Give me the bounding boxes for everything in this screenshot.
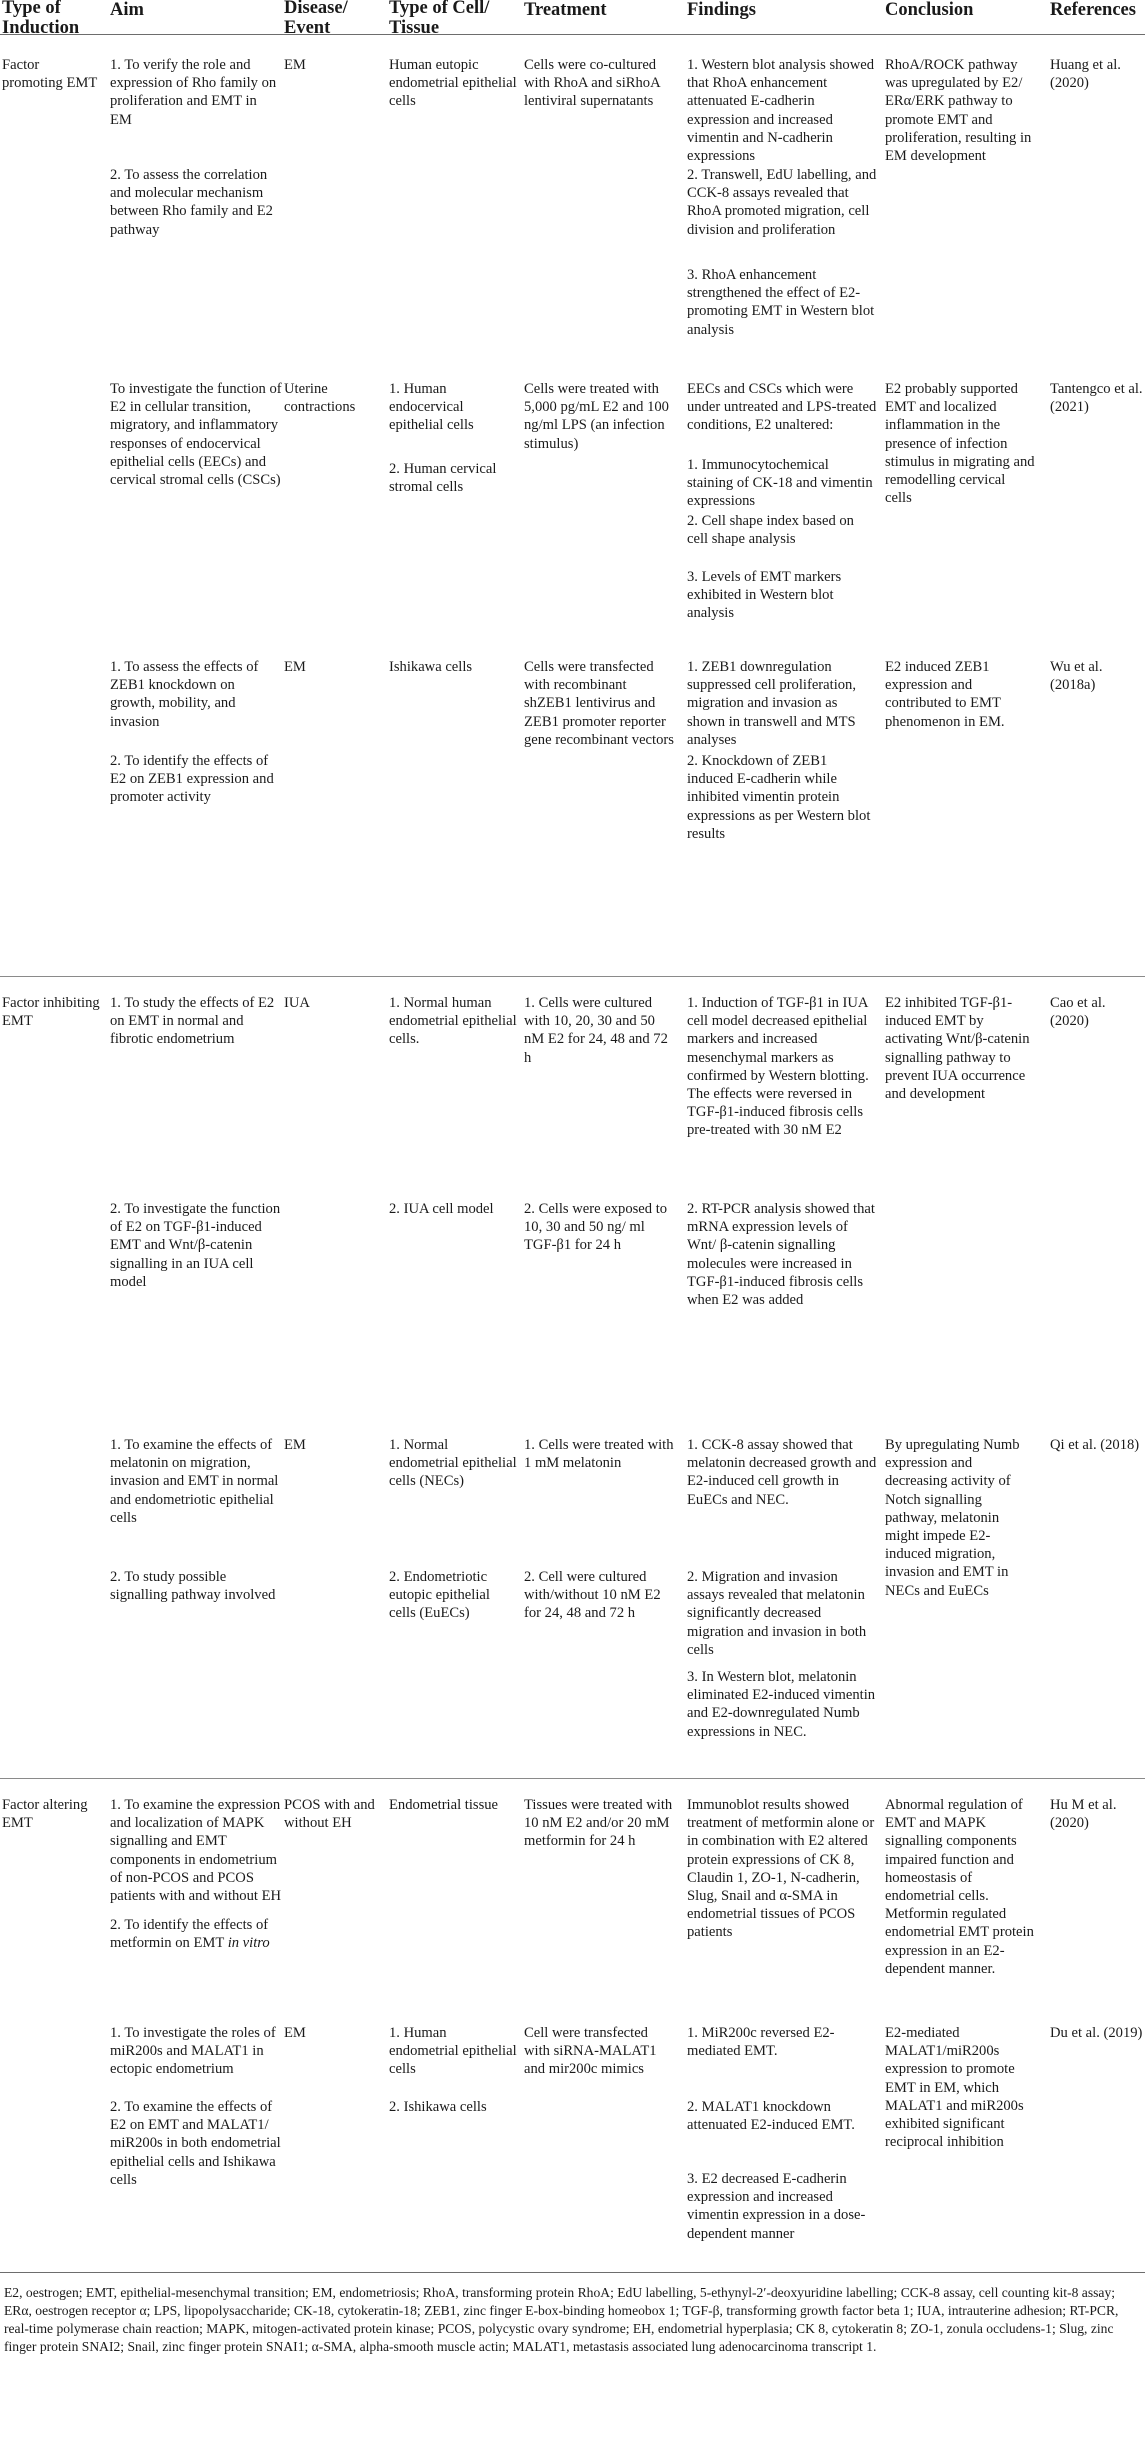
aim-item: 2. To identify the effects of E2 on ZEB1 expression and promoter activity bbox=[110, 753, 274, 806]
table-header bbox=[0, 0, 1145, 38]
finding-item: 1. Induction of TGF-β1 in IUA cell model decreased epithelial markers and increased mesenchymal markers as confirmed by Western blotting. The effects were reversed in TGF-β1-induced fibrosis cells pre-treated with 30 nM E2 bbox=[687, 995, 869, 1139]
disease-event: EM bbox=[284, 1437, 306, 1453]
group-divider bbox=[0, 976, 1145, 977]
aim-item: 1. To examine the expression and localization of MAPK signalling and EMT components in endometrium of non-PCOS and PCOS patients with and without EH bbox=[110, 1797, 282, 1905]
finding-item: EECs and CSCs which were under untreated and LPS-treated conditions, E2 unaltered: bbox=[687, 381, 877, 434]
aim-item: 2. To assess the correlation and molecular mechanism between Rho family and E2 pathway bbox=[110, 167, 273, 238]
aim-item: 1. To study the effects of E2 on EMT in normal and fibrotic endometrium bbox=[110, 995, 275, 1048]
treatment-item: 2. Cell were cultured with/without 10 nM E2 for 24, 48 and 72 h bbox=[524, 1569, 661, 1622]
conclusion: RhoA/ROCK pathway was upregulated by E2/ ERα/ERK pathway to promote EMT and proliferation, resulting in EM development bbox=[885, 57, 1032, 165]
reference: Tantengco et al. (2021) bbox=[1050, 381, 1143, 416]
disease-event: Uterine contractions bbox=[284, 381, 356, 416]
induction-type: Factor altering EMT bbox=[2, 1797, 88, 1832]
header-findings: Findings bbox=[687, 0, 756, 20]
table-footer-divider bbox=[0, 2272, 1145, 2273]
induction-type: Factor inhibiting EMT bbox=[2, 995, 100, 1030]
header-treatment: Treatment bbox=[524, 0, 607, 20]
conclusion: Abnormal regulation of EMT and MAPK signalling components impaired function and homeostasis of endometrial cells. Metformin regulated endometrial EMT protein expression in an E2-dependent manner. bbox=[885, 1797, 1034, 1977]
finding-item: 1. Immunocytochemical staining of CK-18 and vimentin expressions bbox=[687, 457, 873, 510]
finding-item: 1. Western blot analysis showed that RhoA enhancement attenuated E-cadherin expression and increased vimentin and N-cadherin expressions bbox=[687, 57, 875, 165]
conclusion: E2-mediated MALAT1/miR200s expression to promote EMT in EM, which MALAT1 and miR200s exhibited significant reciprocal inhibition bbox=[885, 2025, 1024, 2151]
disease-event: PCOS with and without EH bbox=[284, 1797, 375, 1832]
finding-item: 3. Levels of EMT markers exhibited in Western blot analysis bbox=[687, 569, 842, 622]
finding-item: 1. ZEB1 downregulation suppressed cell proliferation, migration and invasion as shown in transwell and MTS analyses bbox=[687, 659, 856, 748]
cell-tissue: 2. Endometriotic eutopic epithelial cells (EuECs) bbox=[389, 1569, 490, 1622]
disease-event: IUA bbox=[284, 995, 310, 1011]
reference: Du et al. (2019) bbox=[1050, 2025, 1143, 2041]
conclusion: E2 probably supported EMT and localized inflammation in the presence of infection stimulus in migrating and remodelling cervical cells bbox=[885, 381, 1035, 507]
finding-item: 2. MALAT1 knockdown attenuated E2-induced EMT. bbox=[687, 2099, 855, 2134]
disease-event: EM bbox=[284, 57, 306, 73]
aim-item: 2. To identify the effects of metformin on EMT in vitro bbox=[110, 1917, 270, 1952]
table-footnote: E2, oestrogen; EMT, epithelial-mesenchymal transition; EM, endometriosis; RhoA, transforming protein RhoA; EdU labelling, 5-ethynyl-2′-deoxyuridine labelling; CCK-8 assay, cell counting kit-8 assay; ERα, oestrogen receptor α; LPS, lipopolysaccharide; CK-18, cytokeratin-18; ZEB1, zinc finger E-box-binding homeobox 1; TGF-β, transforming growth factor beta 1; IUA, intrauterine adhesion; RT-PCR, real-time polymerase chain reaction; MAPK, mitogen-activated protein kinase; PCOS, polycystic ovary syndrome; EH, endometrial hyperplasia; CK 8, cytokeratin 8; ZO-1, zonula occludens-1; Slug, zinc finger protein SNAI2; Snail, zinc finger protein SNAI1; α-SMA, alpha-smooth muscle actin; MALAT1, metastasis associated lung adenocarcinoma transcript 1. bbox=[4, 2285, 1119, 2355]
conclusion: E2 induced ZEB1 expression and contributed to EMT phenomenon in EM. bbox=[885, 659, 1005, 730]
header-references: References bbox=[1050, 0, 1136, 20]
header-type-of-induction: Type of Induction bbox=[2, 0, 80, 38]
cell-tissue: Ishikawa cells bbox=[389, 659, 473, 675]
cell-tissue: Endometrial tissue bbox=[389, 1797, 499, 1813]
reference: Cao et al. (2020) bbox=[1050, 995, 1106, 1030]
aim-item: 1. To verify the role and expression of Rho family on proliferation and EMT in EM bbox=[110, 57, 277, 128]
aim-item: 1. To examine the effects of melatonin on migration, invasion and EMT in normal and endometriotic epithelial cells bbox=[110, 1437, 279, 1526]
treatment-item: 2. Cells were exposed to 10, 30 and 50 ng/ ml TGF-β1 for 24 h bbox=[524, 1201, 668, 1254]
header-aim: Aim bbox=[110, 0, 144, 20]
disease-event: EM bbox=[284, 2025, 306, 2041]
reference: Qi et al. (2018) bbox=[1050, 1437, 1140, 1453]
finding-item: 3. E2 decreased E-cadherin expression and increased vimentin expression in a dose-dependent manner bbox=[687, 2171, 866, 2242]
cell-tissue: 1. Human endocervical epithelial cells bbox=[389, 381, 474, 434]
aim-item: 2. To study possible signalling pathway involved bbox=[110, 1569, 276, 1604]
reference: Huang et al. (2020) bbox=[1050, 57, 1121, 92]
cell-tissue: 1. Normal human endometrial epithelial cells. bbox=[389, 995, 517, 1048]
finding-item: 2. Cell shape index based on cell shape analysis bbox=[687, 513, 854, 548]
header-disease-event: Disease/ Event bbox=[284, 0, 348, 38]
treatment-item: Cells were co-cultured with RhoA and siRhoA lentiviral supernatants bbox=[524, 57, 660, 110]
disease-event: EM bbox=[284, 659, 306, 675]
cell-tissue: 2. Ishikawa cells bbox=[389, 2099, 487, 2115]
header-type-of-cell-tissue: Type of Cell/ Tissue bbox=[389, 0, 490, 38]
conclusion: E2 inhibited TGF-β1-induced EMT by activating Wnt/β-catenin signalling pathway to prevent IUA occurrence and development bbox=[885, 995, 1030, 1103]
finding-item: Immunoblot results showed treatment of metformin alone or in combination with E2 altered protein expressions of CK 8, Claudin 1, ZO-1, N-cadherin, Slug, Snail and α-SMA in endometrial tissues of PCOS patients bbox=[687, 1797, 875, 1941]
finding-item: 2. Migration and invasion assays revealed that melatonin significantly decreased migration and invasion in both cells bbox=[687, 1569, 867, 1658]
treatment-item: Cell were transfected with siRNA-MALAT1 and mir200c mimics bbox=[524, 2025, 657, 2078]
aim-item: 2. To investigate the function of E2 on TGF-β1-induced EMT and Wnt/β-catenin signalling in an IUA cell model bbox=[110, 1201, 281, 1290]
finding-item: 1. MiR200c reversed E2-mediated EMT. bbox=[687, 2025, 835, 2060]
cell-tissue: Human eutopic endometrial epithelial cells bbox=[389, 57, 517, 110]
header-conclusion: Conclusion bbox=[885, 0, 974, 20]
cell-tissue: 1. Human endometrial epithelial cells bbox=[389, 2025, 517, 2078]
treatment-item: 1. Cells were treated with 1 mM melatonin bbox=[524, 1437, 674, 1472]
finding-item: 2. RT-PCR analysis showed that mRNA expression levels of Wnt/ β-catenin signalling molecules were increased in TGF-β1-induced fibrosis cells when E2 was added bbox=[687, 1201, 875, 1309]
finding-item: 2. Knockdown of ZEB1 induced E-cadherin while inhibited vimentin protein expressions as per Western blot results bbox=[687, 753, 871, 842]
reference: Hu M et al. (2020) bbox=[1050, 1797, 1117, 1832]
treatment-item: 1. Cells were cultured with 10, 20, 30 and 50 nM E2 for 24, 48 and 72 h bbox=[524, 995, 668, 1066]
aim-item: 2. To examine the effects of E2 on EMT and MALAT1/ miR200s in both endometrial epithelial cells and Ishikawa cells bbox=[110, 2099, 281, 2188]
finding-item: 1. CCK-8 assay showed that melatonin decreased growth and E2-induced cell growth in EuECs and NEC. bbox=[687, 1437, 877, 1508]
conclusion: By upregulating Numb expression and decreasing activity of Notch signalling pathway, melatonin might impede E2-induced migration, invasion and EMT in NECs and EuECs bbox=[885, 1437, 1020, 1599]
finding-item: 3. In Western blot, melatonin eliminated E2-induced vimentin and E2-downregulated Numb expressions in NEC. bbox=[687, 1669, 876, 1740]
treatment-item: Tissues were treated with 10 nM E2 and/or 20 mM metformin for 24 h bbox=[524, 1797, 673, 1850]
cell-tissue: 1. Normal endometrial epithelial cells (NECs) bbox=[389, 1437, 517, 1490]
aim-item: 1. To assess the effects of ZEB1 knockdown on growth, mobility, and invasion bbox=[110, 659, 259, 730]
finding-item: 3. RhoA enhancement strengthened the effect of E2-promoting EMT in Western blot analysis bbox=[687, 267, 875, 338]
treatment-item: Cells were transfected with recombinant shZEB1 lentivirus and ZEB1 promoter reporter gene recombinant vectors bbox=[524, 659, 674, 748]
aim-item: To investigate the function of E2 in cellular transition, migratory, and inflammatory responses of endocervical epithelial cells (EECs) and cervical stromal cells (CSCs) bbox=[110, 381, 282, 489]
treatment-item: Cells were treated with 5,000 pg/mL E2 and 100 ng/ml LPS (an infection stimulus) bbox=[524, 381, 669, 452]
cell-tissue: 2. IUA cell model bbox=[389, 1201, 494, 1217]
finding-item: 2. Transwell, EdU labelling, and CCK-8 assays revealed that RhoA promoted migration, cell division and proliferation bbox=[687, 167, 877, 238]
aim-item: 1. To investigate the roles of miR200s and MALAT1 in ectopic endometrium bbox=[110, 2025, 276, 2078]
cell-tissue: 2. Human cervical stromal cells bbox=[389, 461, 497, 496]
reference: Wu et al. (2018a) bbox=[1050, 659, 1103, 694]
group-divider bbox=[0, 1778, 1145, 1779]
induction-type: Factor promoting EMT bbox=[2, 57, 98, 92]
